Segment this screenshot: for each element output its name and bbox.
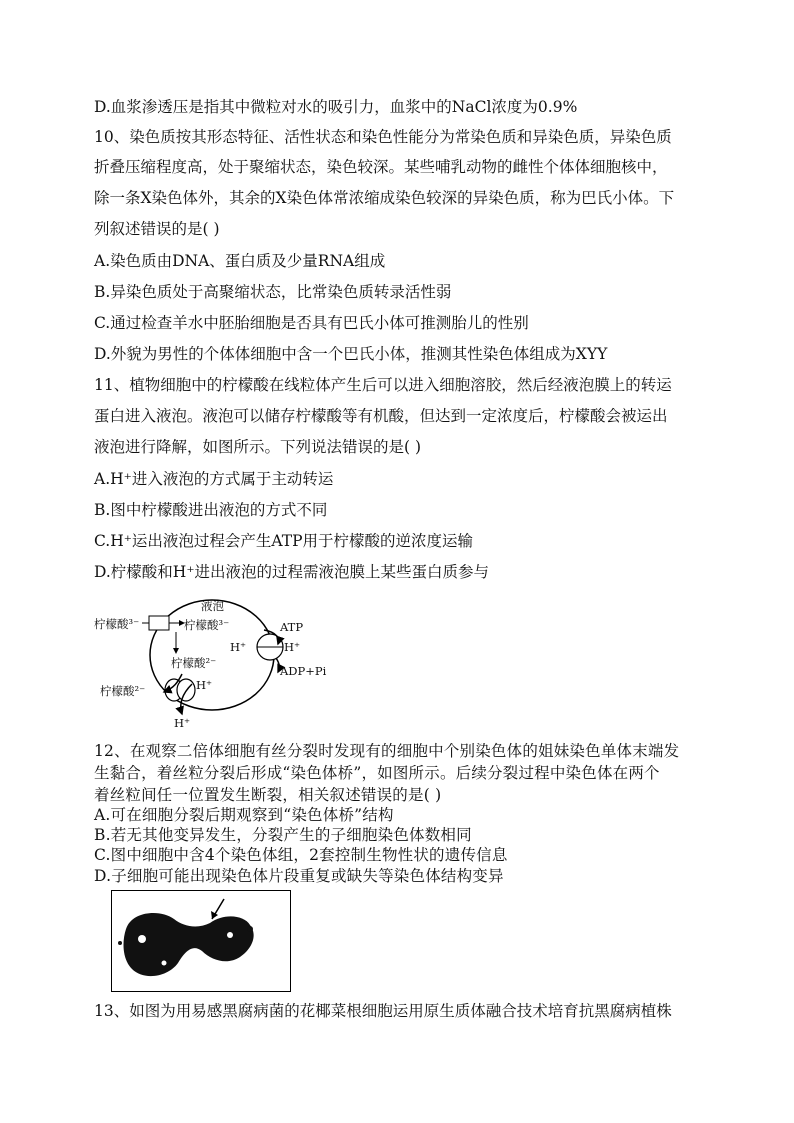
line-4: 列叙述错误的是( )	[94, 220, 220, 238]
line-14: C.H⁺运出液泡过程会产生ATP用于柠檬酸的逆浓度运输	[94, 532, 474, 550]
line2-3: A.可在细胞分裂后期观察到“染色体桥”结构	[94, 806, 394, 824]
vacuole-label: 液泡	[201, 599, 224, 613]
line-0: D.血浆渗透压是指其中微粒对水的吸引力，血浆中的NaCl浓度为0.9%	[94, 98, 578, 116]
line2-1: 生黏合，着丝粒分裂后形成“染色体桥”，如图所示。后续分裂过程中染色体在两个	[94, 764, 660, 782]
line-6: B.异染色质处于高聚缩状态，比常染色质转录活性弱	[94, 283, 452, 301]
micrograph-image	[112, 891, 290, 991]
line-11: 液泡进行降解，如图所示。下列说法错误的是( )	[94, 438, 422, 456]
line-15: D.柠檬酸和H⁺进出液泡的过程需液泡膜上某些蛋白质参与	[94, 563, 490, 581]
line2-4: B.若无其他变异发生，分裂产生的子细胞染色体数相同	[94, 826, 472, 844]
citrate-out-top-label: 柠檬酸³⁻	[94, 617, 140, 631]
line-5: A.染色质由DNA、蛋白质及少量RNA组成	[94, 252, 386, 270]
adp-label: ADP+Pi	[280, 664, 327, 678]
line-8: D.外貌为男性的个体体细胞中含一个巴氏小体，推测其性染色体组成为XYY	[94, 345, 608, 363]
line-3: 除一条X染色体外，其余的X染色体常浓缩成染色较深的异染色质，称为巴氏小体。下	[94, 189, 675, 207]
line2-6: D.子细胞可能出现染色体片段重复或缺失等染色体结构变异	[94, 867, 504, 885]
line-10: 蛋白进入液泡。液泡可以储存柠檬酸等有机酸，但达到一定浓度后，柠檬酸会被运出	[94, 407, 668, 425]
citrate-transporter	[149, 616, 169, 630]
line-2: 折叠压缩程度高，处于聚缩状态，染色较深。某些哺乳动物的雌性个体体细胞核中，	[94, 158, 668, 176]
line2-2: 着丝粒间任一位置发生断裂，相关叙述错误的是( )	[94, 786, 442, 804]
line-12: A.H⁺进入液泡的方式属于主动转运	[94, 470, 334, 488]
vacuole-diagram	[94, 592, 339, 732]
line-1: 10、染色质按其形态特征、活性状态和染色性能分为常染色质和异染色质，异染色质	[94, 128, 672, 146]
line-7: C.通过检查羊水中胚胎细胞是否具有巴氏小体可推测胎儿的性别	[94, 314, 529, 332]
citrate-in-top-label: 柠檬酸³⁻	[184, 618, 230, 632]
h-plus-label-2: H⁺	[284, 640, 301, 654]
citrate-out-bottom-label: 柠檬酸²⁻	[100, 684, 146, 698]
h-plus-label-3: H⁺	[196, 678, 213, 692]
line-13: B.图中柠檬酸进出液泡的方式不同	[94, 501, 328, 519]
line2-0: 12、在观察二倍体细胞有丝分裂时发现有的细胞中个别染色体的姐妹染色单体末端发	[94, 742, 680, 760]
h-plus-label-1: H⁺	[230, 640, 247, 654]
line2-5: C.图中细胞中含4个染色体组，2套控制生物性状的遗传信息	[94, 846, 508, 864]
line-9: 11、植物细胞中的柠檬酸在线粒体产生后可以进入细胞溶胶，然后经液泡膜上的转运	[94, 376, 672, 394]
citrate-in-mid-label: 柠檬酸²⁻	[171, 656, 217, 670]
chromosome-bridge-micrograph	[111, 890, 291, 992]
h-plus-label-4: H⁺	[174, 716, 191, 730]
atp-label: ATP	[280, 620, 304, 634]
line-last: 13、如图为用易感黑腐病菌的花椰菜根细胞运用原生质体融合技术培育抗黑腐病植株	[94, 1002, 672, 1020]
